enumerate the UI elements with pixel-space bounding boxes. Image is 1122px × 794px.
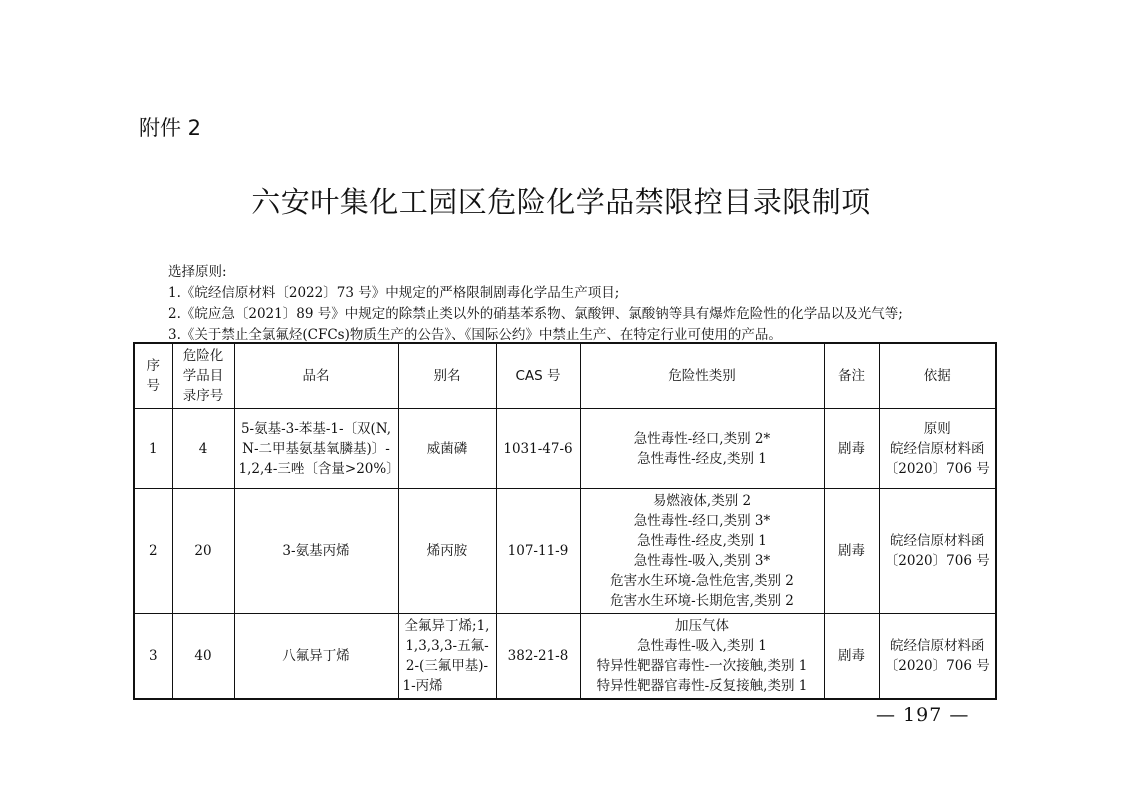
table-row <box>134 489 996 614</box>
principle-item-3: 3.《关于禁止全氯氟烃(CFCs)物质生产的公告》、《国际公约》中禁止生产、在特定行业可使用的产品。 <box>168 327 782 343</box>
header-seq: 序 号 <box>134 343 172 409</box>
header-basis: 依据 <box>879 343 996 409</box>
cell-note: 剧毒 <box>824 409 879 489</box>
cell-alias: 烯丙胺 <box>398 489 496 614</box>
restricted-chemicals-table <box>133 342 997 700</box>
cell-alias: 全氟异丁烯;1,1,3,3,3-五氟-2-(三氟甲基)-1-丙烯 <box>398 614 496 700</box>
header-alias: 别名 <box>398 343 496 409</box>
header-catalog-number: 危险化 学品目 录序号 <box>172 343 234 409</box>
cell-note: 剧毒 <box>824 614 879 700</box>
cell-seq: 3 <box>134 614 172 700</box>
document-title: 六安叶集化工园区危险化学品禁限控目录限制项 <box>251 185 871 219</box>
cell-basis: 皖经信原材料函 〔2020〕706 号 <box>879 489 996 614</box>
selection-principles <box>168 262 903 346</box>
cell-name: 5-氨基-3-苯基-1-〔双(N,N-二甲基氨基氧膦基)〕-1,2,4-三唑〔含量>20%〕 <box>234 409 398 489</box>
page-number: — 197 — <box>876 704 970 726</box>
principle-item-1: 1.《皖经信原材料〔2022〕73 号》中规定的严格限制剧毒化学品生产项目; <box>168 285 620 301</box>
cell-seq: 1 <box>134 409 172 489</box>
cell-basis: 皖经信原材料函 〔2020〕706 号 <box>879 614 996 700</box>
table-row <box>134 409 996 489</box>
header-hazard: 危险性类别 <box>580 343 824 409</box>
cell-name: 3-氨基丙烯 <box>234 489 398 614</box>
cell-hazard: 急性毒性-经口,类别 2* 急性毒性-经皮,类别 1 <box>580 409 824 489</box>
principle-item-2: 2.《皖应急〔2021〕89 号》中规定的除禁止类以外的硝基苯系物、氯酸钾、氯酸钠等具有爆炸危险性的化学品以及光气等; <box>168 306 903 322</box>
cell-hazard: 加压气体 急性毒性-吸入,类别 1 特异性靶器官毒性-一次接触,类别 1 特异性靶器官毒性-反复接触,类别 1 <box>580 614 824 700</box>
table-row <box>134 614 996 700</box>
cell-basis: 原则 皖经信原材料函 〔2020〕706 号 <box>879 409 996 489</box>
cell-catalog: 20 <box>172 489 234 614</box>
cell-hazard: 易燃液体,类别 2 急性毒性-经口,类别 3* 急性毒性-经皮,类别 1 急性毒性-吸入,类别 3* 危害水生环境-急性危害,类别 2 危害水生环境-长期危害,类别 2 <box>580 489 824 614</box>
header-name: 品名 <box>234 343 398 409</box>
cell-cas: 1031-47-6 <box>496 409 580 489</box>
cell-seq: 2 <box>134 489 172 614</box>
attachment-label: 附件 2 <box>139 116 202 140</box>
cell-cas: 382-21-8 <box>496 614 580 700</box>
cell-catalog: 40 <box>172 614 234 700</box>
header-note: 备注 <box>824 343 879 409</box>
cell-catalog: 4 <box>172 409 234 489</box>
cell-note: 剧毒 <box>824 489 879 614</box>
table-header-row <box>134 343 996 409</box>
principles-heading: 选择原则: <box>168 264 227 280</box>
header-cas: CAS 号 <box>496 343 580 409</box>
cell-name: 八氟异丁烯 <box>234 614 398 700</box>
cell-alias: 威菌磷 <box>398 409 496 489</box>
cell-cas: 107-11-9 <box>496 489 580 614</box>
